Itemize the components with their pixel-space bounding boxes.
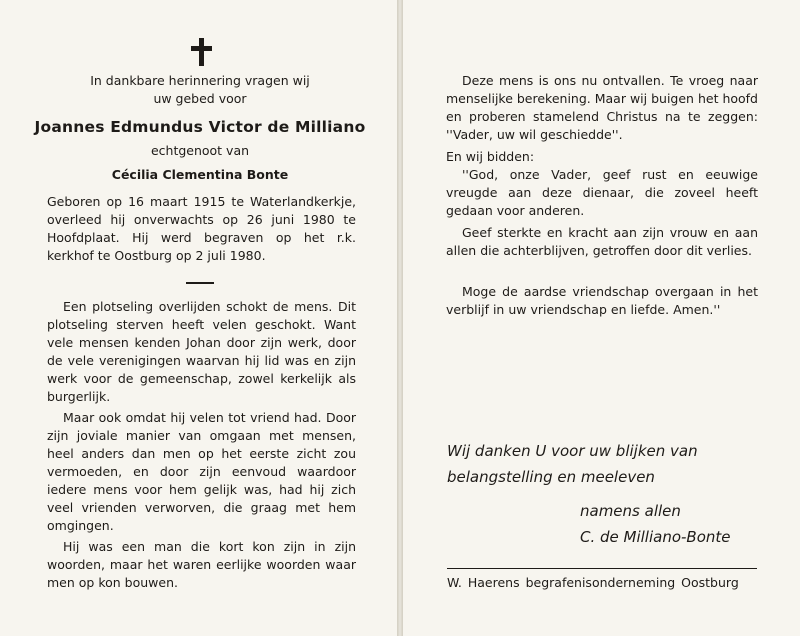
intro-line-1: In dankbare herinnering vragen wij xyxy=(90,73,310,88)
footer-rule xyxy=(447,568,757,569)
prayer-2: Geef sterkte en kracht aan zijn vrouw en aan allen die achterblijven, getroffen door dit verlies. xyxy=(446,225,758,258)
signoff-line-1: namens allen xyxy=(580,502,681,520)
thanks-line-2: belangstelling en meeleven xyxy=(447,468,655,486)
biography: Geboren op 16 maart 1915 te Waterlandkerkje, overleed hij onverwachts op 26 juni 1980 te Hoofdplaat. Hij werd begraven op het r.k. kerkhof te Oostburg op 2 juli 1980. xyxy=(47,194,356,263)
thanks-text xyxy=(447,438,767,490)
prayer-3: Moge de aardse vriendschap overgaan in het verblijf in uw vriendschap en liefde. Amen.'' xyxy=(446,284,758,317)
signoff-line-2: C. de Milliano-Bonte xyxy=(580,528,731,546)
intro-line-2: uw gebed voor xyxy=(153,91,247,106)
undertaker-credit: W. Haerens begrafenisonderneming Oostburg xyxy=(447,575,739,590)
right-paragraph-1: Deze mens is ons nu ontvallen. Te vroeg naar menselijke berekening. Maar wij buigen het hoofd en proberen stamelend Christus na te zeggen: ''Vader, uw wil geschiedde''. xyxy=(446,73,758,142)
left-page xyxy=(0,0,398,636)
prayer-intro: En wij bidden: xyxy=(446,149,535,164)
thanks-line-1: Wij danken U voor uw blijken van xyxy=(447,442,698,460)
paragraph-1: Een plotseling overlijden schokt de mens. Dit plotseling sterven heeft velen geschokt. Want vele mensen kenden Johan door zijn werk, door de vele verenigingen waarvan hij lid was en zijn werk voor de gemeenschap, zowel kerkelijk als burgerlijk. xyxy=(47,299,356,404)
spouse-label: echtgenoot van xyxy=(150,143,250,158)
cross-icon xyxy=(190,38,214,68)
deceased-name: Joannes Edmundus Victor de Milliano xyxy=(34,118,366,136)
spouse-name: Cécilia Clementina Bonte xyxy=(111,167,289,182)
paragraph-3: Hij was een man die kort kon zijn in zijn woorden, maar het waren eerlijke woorden waar men op kon bouwen. xyxy=(47,539,356,590)
intro-text xyxy=(40,72,360,108)
signoff xyxy=(580,498,780,550)
divider xyxy=(186,282,214,284)
paragraph-2: Maar ook omdat hij velen tot vriend had. Door zijn joviale manier van omgaan met mensen, heel anders dan men op het eerste zicht zou vermoeden, en door zijn eenvoud waardoor iedere mens voor hem gelijk was, had hij zich veel vrienden verworven, die graag met hem omgingen. xyxy=(47,410,356,533)
prayer-1: ''God, onze Vader, geef rust en eeuwige vreugde aan deze dienaar, die zoveel heeft gedaan voor anderen. xyxy=(446,167,758,218)
